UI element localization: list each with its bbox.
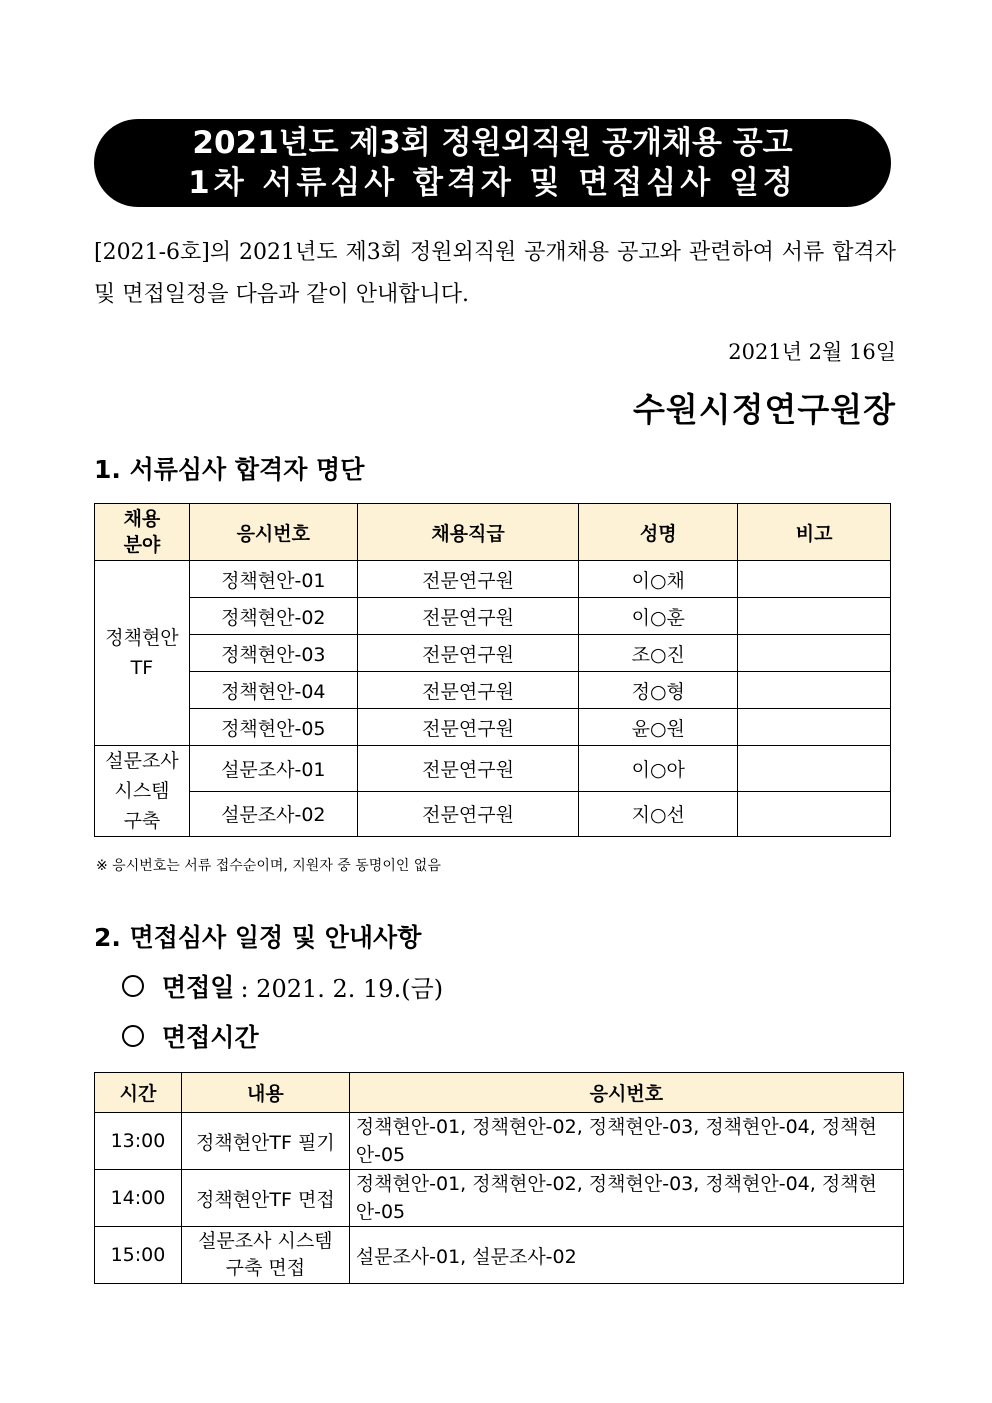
table-row <box>95 1113 904 1170</box>
person-name: 정○형 <box>579 672 738 709</box>
schedule-content: 설문조사 시스템 구축 면접 <box>181 1227 349 1284</box>
passers-table <box>94 503 891 837</box>
remarks <box>738 561 891 598</box>
table-row <box>95 561 891 598</box>
remarks <box>738 791 891 837</box>
issuer-name: 수원시정연구원장 <box>632 390 896 429</box>
table-row <box>95 672 891 709</box>
section-1-title: 1. 서류심사 합격자 명단 <box>94 455 365 484</box>
interview-date-label: 면접일 <box>162 973 235 1002</box>
applicant-no: 설문조사-01 <box>189 746 357 792</box>
schedule-time: 14:00 <box>95 1170 182 1227</box>
header-rank: 채용직급 <box>357 504 579 561</box>
applicant-no: 정책현안-03 <box>189 635 357 672</box>
table-row <box>95 635 891 672</box>
rank: 전문연구원 <box>357 746 579 792</box>
applicant-no: 정책현안-02 <box>189 598 357 635</box>
title-line-2: 1차 서류심사 합격자 및 면접심사 일정 <box>188 165 797 201</box>
schedule-content: 정책현안TF 필기 <box>181 1113 349 1170</box>
table-row <box>95 598 891 635</box>
remarks <box>738 598 891 635</box>
schedule-ids: 정책현안-01, 정책현안-02, 정책현안-03, 정책현안-04, 정책현안-05 <box>349 1113 903 1170</box>
rank: 전문연구원 <box>357 791 579 837</box>
schedule-table <box>94 1072 904 1284</box>
circle-bullet-icon <box>122 975 144 997</box>
table-note: ※ 응시번호는 서류 접수순이며, 지원자 중 동명이인 없음 <box>96 858 441 874</box>
person-name: 지○선 <box>579 791 738 837</box>
field-survey: 설문조사 시스템 구축 <box>95 746 190 837</box>
header-remarks: 비고 <box>738 504 891 561</box>
section-2-title: 2. 면접심사 일정 및 안내사항 <box>94 923 422 952</box>
interview-date-item <box>122 968 443 1004</box>
table-row <box>95 709 891 746</box>
title-line-1: 2021년도 제3회 정원외직원 공개채용 공고 <box>192 125 793 161</box>
applicant-no: 정책현안-01 <box>189 561 357 598</box>
person-name: 이○훈 <box>579 598 738 635</box>
remarks <box>738 672 891 709</box>
schedule-header-row <box>95 1073 904 1113</box>
person-name: 이○아 <box>579 746 738 792</box>
table-row <box>95 791 891 837</box>
table-row <box>95 746 891 792</box>
applicant-no: 정책현안-04 <box>189 672 357 709</box>
schedule-ids: 설문조사-01, 설문조사-02 <box>349 1227 903 1284</box>
header-applicant-nos: 응시번호 <box>349 1073 903 1113</box>
schedule-ids: 정책현안-01, 정책현안-02, 정책현안-03, 정책현안-04, 정책현안-05 <box>349 1170 903 1227</box>
interview-time-item <box>122 1018 259 1054</box>
schedule-content: 정책현안TF 면접 <box>181 1170 349 1227</box>
applicant-no: 설문조사-02 <box>189 791 357 837</box>
header-name: 성명 <box>579 504 738 561</box>
passers-header-row <box>95 504 891 561</box>
interview-time-label: 면접시간 <box>162 1023 259 1052</box>
remarks <box>738 709 891 746</box>
rank: 전문연구원 <box>357 635 579 672</box>
table-row <box>95 1170 904 1227</box>
person-name: 윤○원 <box>579 709 738 746</box>
intro-paragraph: [2021-6호]의 2021년도 제3회 정원외직원 공개채용 공고와 관련하여 서류 합격자 및 면접일정을 다음과 같이 안내합니다. <box>94 240 896 307</box>
circle-bullet-icon <box>122 1025 144 1047</box>
remarks <box>738 746 891 792</box>
applicant-no: 정책현안-05 <box>189 709 357 746</box>
person-name: 이○채 <box>579 561 738 598</box>
table-row <box>95 1227 904 1284</box>
rank: 전문연구원 <box>357 561 579 598</box>
rank: 전문연구원 <box>357 672 579 709</box>
rank: 전문연구원 <box>357 598 579 635</box>
header-content: 내용 <box>181 1073 349 1113</box>
schedule-time: 13:00 <box>95 1113 182 1170</box>
header-field: 채용 분야 <box>95 504 190 561</box>
header-applicant-no: 응시번호 <box>189 504 357 561</box>
field-policy: 정책현안 TF <box>95 561 190 746</box>
interview-date-value: : 2021. 2. 19.(금) <box>240 974 444 1003</box>
schedule-time: 15:00 <box>95 1227 182 1284</box>
remarks <box>738 635 891 672</box>
rank: 전문연구원 <box>357 709 579 746</box>
header-time: 시간 <box>95 1073 182 1113</box>
title-banner <box>94 119 891 207</box>
notice-date: 2021년 2월 16일 <box>728 340 896 364</box>
person-name: 조○진 <box>579 635 738 672</box>
